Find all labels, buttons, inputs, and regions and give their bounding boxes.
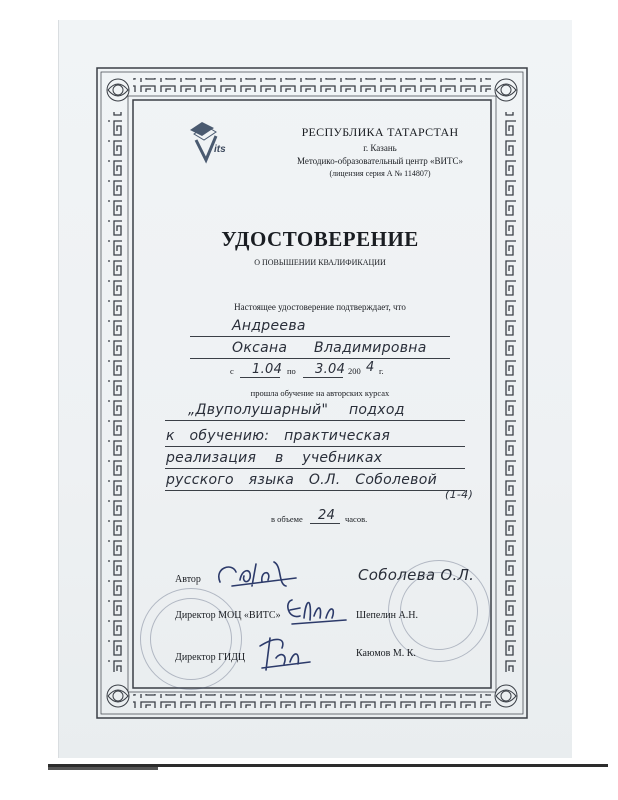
- logo-text: its: [214, 144, 226, 155]
- course-line-3: реализация в учебниках: [166, 450, 383, 466]
- surname-line: [190, 336, 450, 337]
- author-handwritten-name: Соболева О.Л.: [358, 566, 475, 584]
- course-intro: прошла обучение на авторских курсах: [250, 388, 390, 398]
- course-underline-1: [165, 420, 465, 421]
- header-city: г. Казань: [363, 143, 397, 153]
- director-gidc-signature: [256, 632, 316, 676]
- course-underline-4: [165, 490, 465, 491]
- scan-edge-strip-2: [48, 767, 158, 770]
- confirm-text: Настоящее удостоверение подтверждает, что: [234, 302, 406, 312]
- course-line-2: к обучению: практическая: [166, 428, 391, 444]
- course-underline-2: [165, 446, 465, 447]
- period-from-value: 1.04: [252, 362, 283, 377]
- course-line-1: „Двуполушарный" подход: [188, 402, 405, 418]
- period-to-value: 3.04: [315, 362, 346, 377]
- person-surname: Андреева: [232, 318, 306, 334]
- period-year-digit: 4: [366, 360, 375, 375]
- hours-prefix: в объеме: [271, 514, 303, 524]
- director-gidc-label: Директор ГИДЦ: [175, 652, 246, 663]
- period-to-line: [303, 377, 343, 378]
- certificate-subtitle: О ПОВЫШЕНИИ КВАЛИФИКАЦИИ: [254, 258, 386, 267]
- course-underline-3: [165, 468, 465, 469]
- director-vits-signature: [282, 590, 352, 630]
- person-given-names: Оксана Владимировна: [232, 340, 427, 356]
- header-license: (лицензия серия А № 114807): [329, 169, 431, 178]
- header-region: РЕСПУБЛИКА ТАТАРСТАН: [301, 125, 459, 139]
- hours-value: 24: [318, 508, 336, 523]
- course-line-5: (1-4): [445, 488, 474, 501]
- course-line-4: русского языка О.Л. Соболевой: [166, 472, 437, 488]
- hours-line: [310, 523, 340, 524]
- hours-suffix: часов.: [345, 514, 368, 524]
- period-year-suffix: г.: [379, 366, 384, 376]
- given-names-line: [190, 358, 450, 359]
- author-signature: [212, 556, 302, 592]
- author-label: Автор: [175, 574, 201, 585]
- period-from-line: [240, 377, 280, 378]
- vits-logo-icon: [186, 118, 238, 166]
- director-gidc-name: Каюмов М. К.: [356, 648, 416, 659]
- header-center-name: Методико-образовательный центр «ВИТС»: [296, 156, 464, 166]
- director-vits-label: Директор МОЦ «ВИТС»: [175, 610, 281, 621]
- period-to-prefix: по: [287, 366, 296, 376]
- period-from-prefix: с: [230, 366, 234, 376]
- period-year-printed: 200: [348, 366, 361, 376]
- director-vits-name: Шепелин А.Н.: [356, 610, 418, 621]
- certificate-title: УДОСТОВЕРЕНИЕ: [221, 227, 419, 251]
